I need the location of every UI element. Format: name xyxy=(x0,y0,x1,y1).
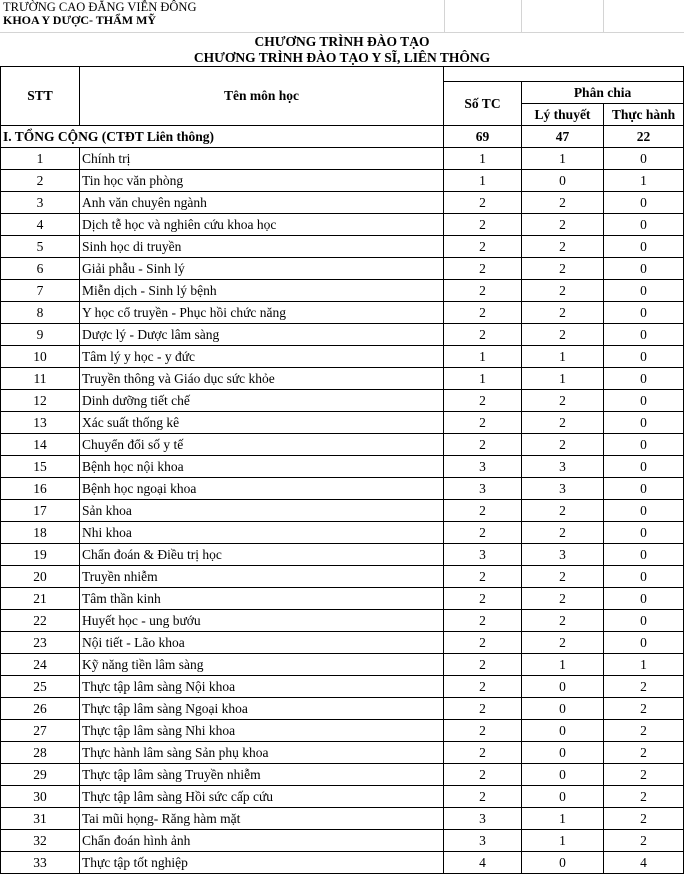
row-practice: 0 xyxy=(604,588,684,610)
row-theory: 1 xyxy=(522,346,604,368)
row-practice: 0 xyxy=(604,544,684,566)
table-row xyxy=(1,852,684,874)
table-row xyxy=(1,280,684,302)
row-theory: 1 xyxy=(522,808,604,830)
row-stt: 2 xyxy=(1,170,80,192)
total-theory: 47 xyxy=(522,126,604,148)
row-credits: 2 xyxy=(444,720,522,742)
document-title: CHƯƠNG TRÌNH ĐÀO TẠO xyxy=(254,34,430,49)
row-practice: 0 xyxy=(604,522,684,544)
row-stt: 16 xyxy=(1,478,80,500)
table-row xyxy=(1,236,684,258)
row-subject: Dinh dưỡng tiết chế xyxy=(80,390,444,412)
header-theory: Lý thuyết xyxy=(522,104,604,126)
row-theory: 2 xyxy=(522,412,604,434)
row-theory: 0 xyxy=(522,852,604,874)
row-subject: Chuyển đổi số y tế xyxy=(80,434,444,456)
total-practice: 22 xyxy=(604,126,684,148)
row-subject: Thực tập lâm sàng Ngoại khoa xyxy=(80,698,444,720)
row-practice: 0 xyxy=(604,478,684,500)
row-theory: 2 xyxy=(522,390,604,412)
row-stt: 29 xyxy=(1,764,80,786)
row-theory: 0 xyxy=(522,742,604,764)
row-stt: 24 xyxy=(1,654,80,676)
document-subtitle: CHƯƠNG TRÌNH ĐÀO TẠO Y SĨ, LIÊN THÔNG xyxy=(193,50,491,65)
row-stt: 8 xyxy=(1,302,80,324)
row-credits: 2 xyxy=(444,258,522,280)
row-subject: Tai mũi họng- Răng hàm mặt xyxy=(80,808,444,830)
table-row xyxy=(1,764,684,786)
row-credits: 2 xyxy=(444,280,522,302)
row-practice: 2 xyxy=(604,830,684,852)
row-theory: 2 xyxy=(522,236,604,258)
table-row xyxy=(1,434,684,456)
row-subject: Thực tập lâm sàng Nội khoa xyxy=(80,676,444,698)
row-subject: Thực tập lâm sàng Truyền nhiễm xyxy=(80,764,444,786)
row-stt: 27 xyxy=(1,720,80,742)
row-credits: 2 xyxy=(444,676,522,698)
row-practice: 0 xyxy=(604,412,684,434)
row-practice: 2 xyxy=(604,720,684,742)
row-practice: 0 xyxy=(604,258,684,280)
row-credits: 1 xyxy=(444,148,522,170)
row-stt: 7 xyxy=(1,280,80,302)
row-theory: 3 xyxy=(522,544,604,566)
row-theory: 1 xyxy=(522,654,604,676)
row-practice: 0 xyxy=(604,148,684,170)
row-credits: 2 xyxy=(444,500,522,522)
row-stt: 6 xyxy=(1,258,80,280)
row-credits: 1 xyxy=(444,368,522,390)
table-row xyxy=(1,302,684,324)
table-row xyxy=(1,786,684,808)
row-theory: 2 xyxy=(522,258,604,280)
row-credits: 2 xyxy=(444,302,522,324)
row-subject: Bệnh học ngoại khoa xyxy=(80,478,444,500)
curriculum-table xyxy=(0,66,684,874)
table-row xyxy=(1,258,684,280)
row-subject: Kỹ năng tiền lâm sàng xyxy=(80,654,444,676)
row-subject: Xác suất thống kê xyxy=(80,412,444,434)
row-stt: 28 xyxy=(1,742,80,764)
table-row xyxy=(1,456,684,478)
gridline xyxy=(0,32,684,33)
row-stt: 15 xyxy=(1,456,80,478)
row-subject: Sản khoa xyxy=(80,500,444,522)
row-credits: 3 xyxy=(444,830,522,852)
row-theory: 2 xyxy=(522,214,604,236)
header-credits: Số TC xyxy=(444,82,522,126)
row-practice: 2 xyxy=(604,742,684,764)
row-credits: 2 xyxy=(444,390,522,412)
row-subject: Nhi khoa xyxy=(80,522,444,544)
table-row xyxy=(1,346,684,368)
row-stt: 26 xyxy=(1,698,80,720)
row-practice: 0 xyxy=(604,302,684,324)
row-credits: 4 xyxy=(444,852,522,874)
department-name: KHOA Y DƯỢC- THẨM MỸ xyxy=(3,13,157,27)
row-theory: 2 xyxy=(522,280,604,302)
row-credits: 3 xyxy=(444,544,522,566)
row-credits: 3 xyxy=(444,808,522,830)
row-stt: 10 xyxy=(1,346,80,368)
row-theory: 1 xyxy=(522,368,604,390)
table-row xyxy=(1,830,684,852)
header-stt: STT xyxy=(1,67,80,126)
table-row xyxy=(1,720,684,742)
row-stt: 5 xyxy=(1,236,80,258)
table-row xyxy=(1,698,684,720)
row-subject: Nội tiết - Lão khoa xyxy=(80,632,444,654)
row-stt: 23 xyxy=(1,632,80,654)
row-stt: 18 xyxy=(1,522,80,544)
row-subject: Truyền thông và Giáo dục sức khỏe xyxy=(80,368,444,390)
row-stt: 31 xyxy=(1,808,80,830)
row-practice: 1 xyxy=(604,170,684,192)
row-practice: 0 xyxy=(604,566,684,588)
row-subject: Tâm thần kinh xyxy=(80,588,444,610)
row-practice: 0 xyxy=(604,192,684,214)
row-credits: 2 xyxy=(444,434,522,456)
row-practice: 0 xyxy=(604,390,684,412)
table-row xyxy=(1,632,684,654)
row-subject: Y học cổ truyền - Phục hồi chức năng xyxy=(80,302,444,324)
row-stt: 3 xyxy=(1,192,80,214)
row-subject: Truyền nhiễm xyxy=(80,566,444,588)
row-credits: 2 xyxy=(444,214,522,236)
row-subject: Thực tập tốt nghiệp xyxy=(80,852,444,874)
row-subject: Dược lý - Dược lâm sàng xyxy=(80,324,444,346)
row-credits: 2 xyxy=(444,324,522,346)
header-blank xyxy=(444,67,684,82)
row-credits: 2 xyxy=(444,632,522,654)
row-practice: 0 xyxy=(604,236,684,258)
row-practice: 2 xyxy=(604,808,684,830)
row-theory: 2 xyxy=(522,302,604,324)
table-row xyxy=(1,192,684,214)
table-row xyxy=(1,610,684,632)
row-theory: 2 xyxy=(522,610,604,632)
table-row xyxy=(1,368,684,390)
row-subject: Thực hành lâm sàng Sản phụ khoa xyxy=(80,742,444,764)
row-stt: 12 xyxy=(1,390,80,412)
total-credits: 69 xyxy=(444,126,522,148)
row-theory: 0 xyxy=(522,698,604,720)
row-credits: 3 xyxy=(444,456,522,478)
row-stt: 1 xyxy=(1,148,80,170)
row-subject: Bệnh học nội khoa xyxy=(80,456,444,478)
row-theory: 3 xyxy=(522,456,604,478)
row-theory: 0 xyxy=(522,720,604,742)
row-practice: 0 xyxy=(604,368,684,390)
row-subject: Tâm lý y học - y đức xyxy=(80,346,444,368)
gridline xyxy=(603,0,604,32)
table-row xyxy=(1,324,684,346)
row-theory: 1 xyxy=(522,148,604,170)
table-row xyxy=(1,588,684,610)
row-subject: Sinh học di truyền xyxy=(80,236,444,258)
table-row xyxy=(1,544,684,566)
row-subject: Chính trị xyxy=(80,148,444,170)
row-stt: 32 xyxy=(1,830,80,852)
row-stt: 25 xyxy=(1,676,80,698)
table-row xyxy=(1,478,684,500)
row-practice: 1 xyxy=(604,654,684,676)
row-credits: 2 xyxy=(444,566,522,588)
table-row xyxy=(1,148,684,170)
row-practice: 0 xyxy=(604,632,684,654)
table-row xyxy=(1,214,684,236)
gridline xyxy=(444,0,445,32)
row-subject: Thực tập lâm sàng Hồi sức cấp cứu xyxy=(80,786,444,808)
row-practice: 0 xyxy=(604,280,684,302)
row-theory: 2 xyxy=(522,324,604,346)
row-theory: 2 xyxy=(522,566,604,588)
row-credits: 2 xyxy=(444,412,522,434)
row-practice: 0 xyxy=(604,434,684,456)
row-theory: 0 xyxy=(522,170,604,192)
row-credits: 3 xyxy=(444,478,522,500)
row-theory: 2 xyxy=(522,434,604,456)
row-theory: 0 xyxy=(522,786,604,808)
row-credits: 1 xyxy=(444,346,522,368)
table-row xyxy=(1,522,684,544)
total-label: I. TỔNG CỘNG (CTĐT Liên thông) xyxy=(1,126,444,148)
row-practice: 0 xyxy=(604,456,684,478)
row-stt: 13 xyxy=(1,412,80,434)
table-row xyxy=(1,500,684,522)
row-subject: Dịch tễ học và nghiên cứu khoa học xyxy=(80,214,444,236)
row-stt: 19 xyxy=(1,544,80,566)
row-subject: Tin học văn phòng xyxy=(80,170,444,192)
row-practice: 0 xyxy=(604,610,684,632)
row-theory: 1 xyxy=(522,830,604,852)
table-row xyxy=(1,808,684,830)
row-stt: 11 xyxy=(1,368,80,390)
row-practice: 2 xyxy=(604,764,684,786)
table-row xyxy=(1,390,684,412)
row-practice: 2 xyxy=(604,786,684,808)
school-name: TRƯỜNG CAO ĐẲNG VIỄN ĐÔNG xyxy=(3,0,197,14)
row-stt: 17 xyxy=(1,500,80,522)
row-theory: 3 xyxy=(522,478,604,500)
header-subject: Tên môn học xyxy=(80,67,444,126)
row-stt: 4 xyxy=(1,214,80,236)
gridline xyxy=(521,0,522,32)
row-practice: 4 xyxy=(604,852,684,874)
row-subject: Chẩn đoán & Điều trị học xyxy=(80,544,444,566)
row-credits: 2 xyxy=(444,192,522,214)
row-credits: 2 xyxy=(444,522,522,544)
row-credits: 2 xyxy=(444,236,522,258)
row-subject: Chẩn đoán hình ảnh xyxy=(80,830,444,852)
row-practice: 0 xyxy=(604,500,684,522)
row-stt: 21 xyxy=(1,588,80,610)
table-row xyxy=(1,742,684,764)
row-practice: 0 xyxy=(604,214,684,236)
row-practice: 0 xyxy=(604,324,684,346)
row-subject: Huyết học - ung bướu xyxy=(80,610,444,632)
table-row xyxy=(1,170,684,192)
total-row xyxy=(1,126,684,148)
row-subject: Thực tập lâm sàng Nhi khoa xyxy=(80,720,444,742)
row-stt: 14 xyxy=(1,434,80,456)
row-subject: Miễn dịch - Sinh lý bệnh xyxy=(80,280,444,302)
row-theory: 0 xyxy=(522,676,604,698)
row-credits: 2 xyxy=(444,764,522,786)
table-row xyxy=(1,566,684,588)
row-stt: 20 xyxy=(1,566,80,588)
row-theory: 2 xyxy=(522,192,604,214)
row-practice: 2 xyxy=(604,698,684,720)
row-credits: 2 xyxy=(444,588,522,610)
table-row xyxy=(1,654,684,676)
row-theory: 0 xyxy=(522,764,604,786)
row-stt: 30 xyxy=(1,786,80,808)
row-theory: 2 xyxy=(522,500,604,522)
row-subject: Giải phẫu - Sinh lý xyxy=(80,258,444,280)
row-credits: 2 xyxy=(444,742,522,764)
row-theory: 2 xyxy=(522,632,604,654)
row-stt: 22 xyxy=(1,610,80,632)
row-subject: Anh văn chuyên ngành xyxy=(80,192,444,214)
row-theory: 2 xyxy=(522,588,604,610)
row-stt: 9 xyxy=(1,324,80,346)
row-credits: 2 xyxy=(444,698,522,720)
row-credits: 2 xyxy=(444,654,522,676)
row-credits: 2 xyxy=(444,610,522,632)
row-practice: 2 xyxy=(604,676,684,698)
row-stt: 33 xyxy=(1,852,80,874)
header-split: Phân chia xyxy=(522,82,684,104)
header-practice: Thực hành xyxy=(604,104,684,126)
row-credits: 2 xyxy=(444,786,522,808)
row-credits: 1 xyxy=(444,170,522,192)
row-theory: 2 xyxy=(522,522,604,544)
row-practice: 0 xyxy=(604,346,684,368)
table-row xyxy=(1,412,684,434)
table-row xyxy=(1,676,684,698)
